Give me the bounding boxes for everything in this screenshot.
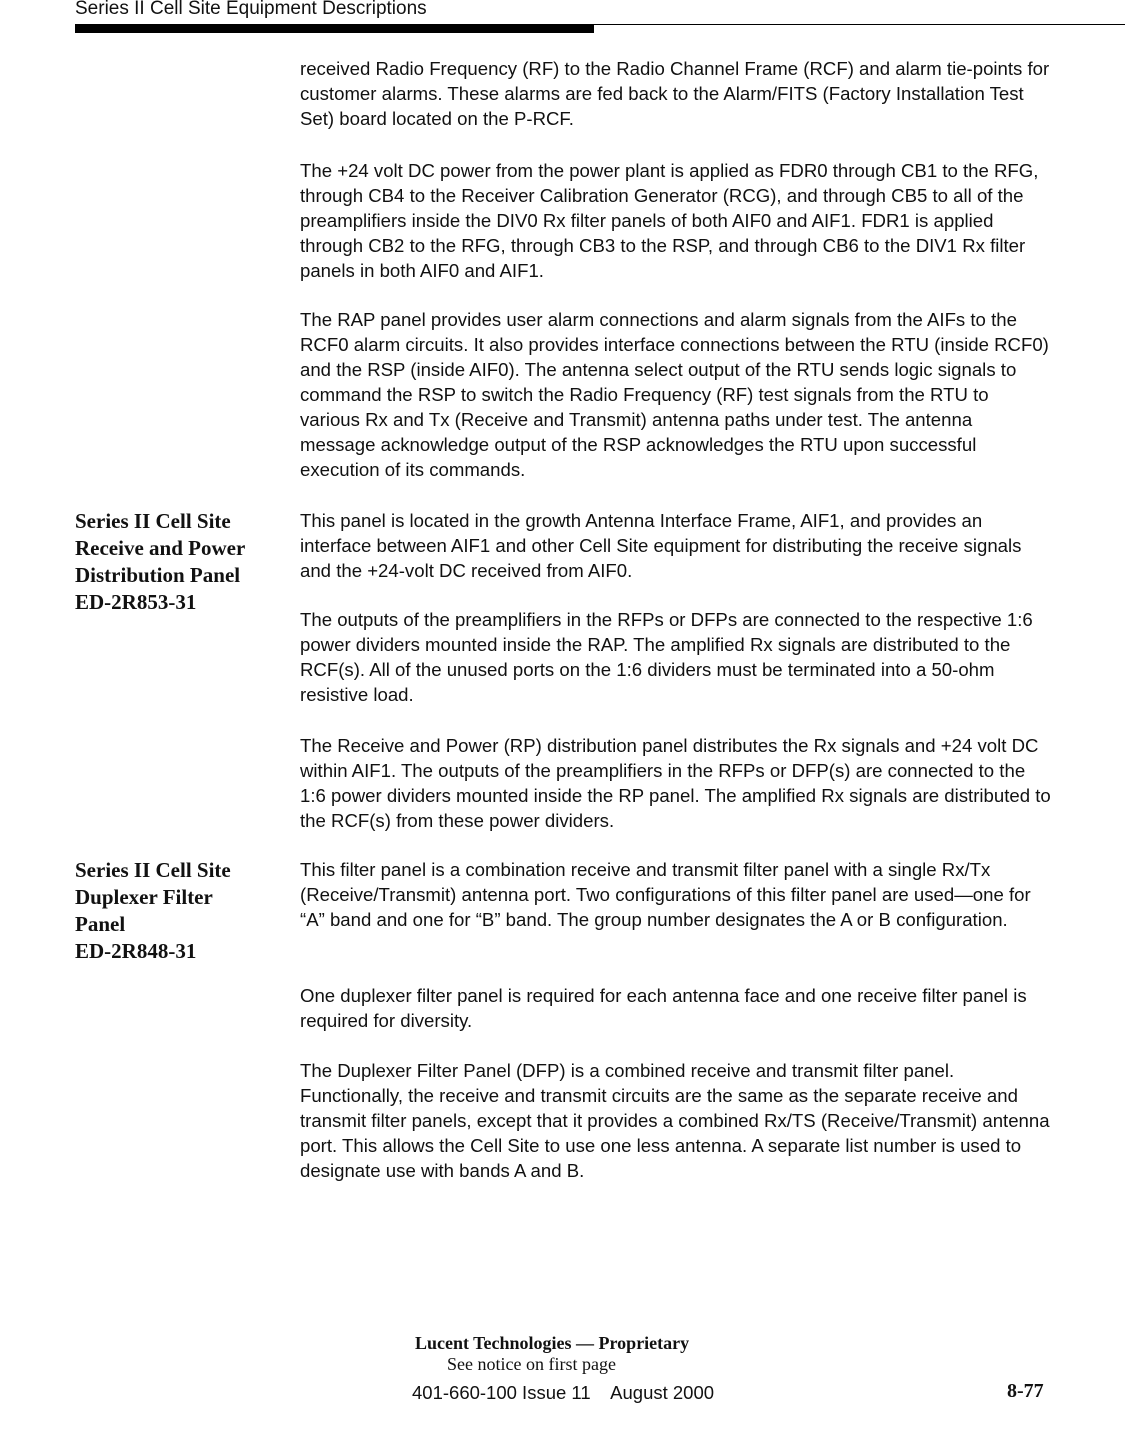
heading-line: Receive and Power [75, 536, 246, 560]
heading-line: Panel [75, 912, 126, 936]
heading-line: ED-2R848-31 [75, 939, 197, 963]
page-number: 8-77 [1007, 1380, 1044, 1402]
footer-see-notice: See notice on first page [447, 1354, 616, 1374]
section-heading-rp-panel [75, 508, 285, 616]
footer-proprietary-notice: Lucent Technologies — Proprietary [415, 1333, 690, 1353]
rp-paragraph-1: This panel is located in the growth Antenna Interface Frame, AIF1, and provides an interface between AIF1 and other Cell Site equipment for distributing the receive signals and the +24-volt DC received from AIF0. [300, 510, 1022, 581]
intro-paragraph-2: The +24 volt DC power from the power plant is applied as FDR0 through CB1 to the RFG, through CB4 to the Receiver Calibration Generator (RCG), and through CB5 to all of the preamplifiers inside the DIV0 Rx filter panels of both AIF0 and AIF1. FDR1 is applied through CB2 to the RFG, through CB3 to the RSP, and through CB6 to the DIV1 Rx filter panels in both AIF0 and AIF1. [300, 160, 1039, 281]
dfp-paragraph-2: One duplexer filter panel is required for each antenna face and one receive filter panel is required for diversity. [300, 985, 1027, 1031]
heading-line: Duplexer Filter [75, 885, 213, 909]
running-header-title: Series II Cell Site Equipment Descriptions [75, 0, 427, 19]
section-heading-dfp [75, 857, 285, 965]
dfp-paragraph-3: The Duplexer Filter Panel (DFP) is a combined receive and transmit filter panel. Functionally, the receive and transmit circuits are the same as the separate receive and transmit filter panels, except that it provides a combined Rx/TS (Receive/Transmit) antenna port. This allows the Cell Site to use one less antenna. A separate list number is used to designate use with bands A and B. [300, 1060, 1050, 1181]
heading-line: Distribution Panel [75, 563, 241, 587]
heading-line: ED-2R853-31 [75, 590, 197, 614]
rp-paragraph-3: The Receive and Power (RP) distribution panel distributes the Rx signals and +24 volt DC within AIF1. The outputs of the preamplifiers in the RFPs or DFP(s) are connected to the 1:6 power dividers mounted inside the RP panel. The amplified Rx signals are distributed to the RCF(s) from these power dividers. [300, 735, 1051, 831]
heading-line: Series II Cell Site [75, 509, 231, 533]
heading-line: Series II Cell Site [75, 858, 231, 882]
footer-document-info: 401-660-100 Issue 11 August 2000 [412, 1382, 715, 1403]
intro-paragraph-3: The RAP panel provides user alarm connections and alarm signals from the AIFs to the RCF0 alarm circuits. It also provides interface connections between the RTU (inside RCF0) and the RSP (inside AIF0). The antenna select output of the RTU sends logic signals to command the RSP to switch the Radio Frequency (RF) test signals from the RTU to various Rx and Tx (Receive and Transmit) antenna paths under test. The antenna message acknowledge output of the RSP acknowledges the RTU upon successful execution of its commands. [300, 309, 1049, 480]
rp-paragraph-2: The outputs of the preamplifiers in the RFPs or DFPs are connected to the respective 1:6 power dividers mounted inside the RAP. The amplified Rx signals are distributed to the RCF(s). All of the unused ports on the 1:6 dividers must be terminated into a 50-ohm resistive load. [300, 609, 1033, 705]
intro-paragraph-1: received Radio Frequency (RF) to the Radio Channel Frame (RCF) and alarm tie-points for customer alarms. These alarms are fed back to the Alarm/FITS (Factory Installation Test Set) board located on the P-RCF. [300, 58, 1050, 129]
dfp-paragraph-1: This filter panel is a combination receive and transmit filter panel with a single Rx/Tx (Receive/Transmit) antenna port. Two configurations of this filter panel are used—one for “A” band and one for “B” band. The group number designates the A or B configuration. [300, 859, 1031, 930]
header-rule-thick [75, 25, 594, 33]
